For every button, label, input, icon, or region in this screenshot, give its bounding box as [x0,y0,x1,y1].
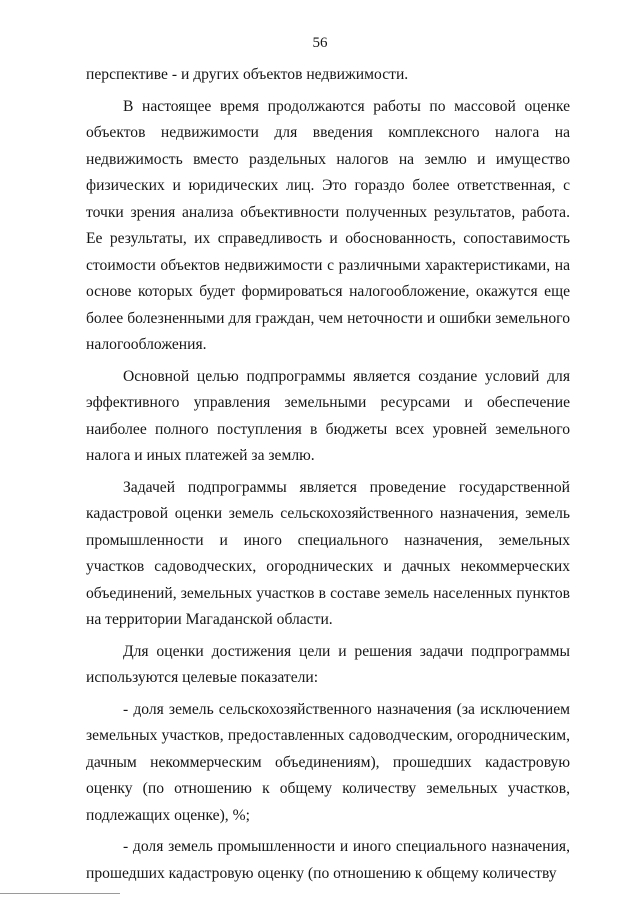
paragraph-mass-valuation: В настоящее время продолжаются работы по массовой оценке объектов недвижимости для введения комплексного налога на недвижимость вместо раздельных налогов на землю и имущество физических и юридических лиц. Это гораздо более ответственная, с точки зрения анализа объективности полученных результатов, работа. Ее результаты, их справедливость и обоснованность, сопоставимость стоимости объектов недвижимости с различными характеристиками, на основе которых будет формироваться налогообложение, окажутся еще более болезненными для граждан, чем неточности и ошибки земельного налогообложения. [86,97,570,353]
page-number: 56 [312,35,328,51]
page-body [86,62,570,887]
paragraph-subprogram-goal: Основной целью подпрограммы является создание условий для эффективного управления земельными ресурсами и обеспечение наиболее полного поступления в бюджеты всех уровней земельного налога и иных платежей за землю. [86,367,570,464]
list-item-industrial-land-share: - доля земель промышленности и иного специального назначения, прошедших кадастровую оценку (по отношению к общему количеству [86,838,570,882]
footer-rule [0,893,120,894]
list-item-agricultural-land-share: - доля земель сельскохозяйственного назначения (за исключением земельных участков, предоставленных садоводческим, огородническим, дачным некоммерческим объединениям), прошедших кадастровую оценку (по отношению к общему количеству земельных участков, подлежащих оценке), %; [86,700,570,824]
paragraph-continuation: перспективе - и других объектов недвижимости. [86,66,409,83]
paragraph-subprogram-task: Задачей подпрограммы является проведение государственной кадастровой оценки земель сельскохозяйственного назначения, земель промышленности и иного специального назначения, земельных участков садоводческих, огороднических и дачных некоммерческих объединений, земельных участков в составе земель населенных пунктов на территории Магаданской области. [86,478,570,628]
paragraph-target-indicators-intro: Для оценки достижения цели и решения задачи подпрограммы используются целевые показатели: [86,642,570,686]
